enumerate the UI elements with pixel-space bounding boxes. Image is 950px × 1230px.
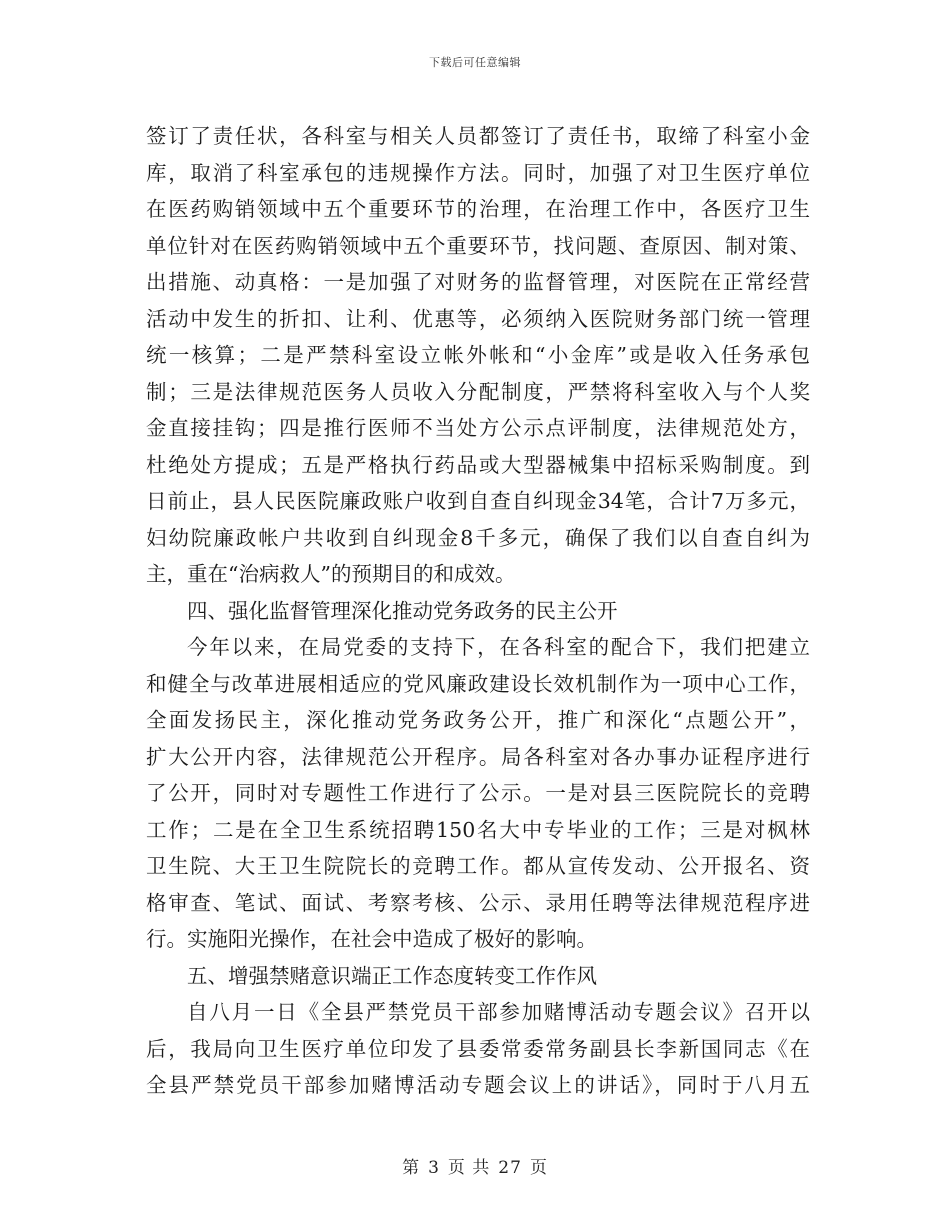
body-line: 全面发扬民主，深化推动党务政务公开，推广和深化“点题公开”， [146,708,810,732]
body-line: 活动中发生的折扣、让利、优惠等，必须纳入医院财务部门统一管理 [146,306,810,331]
body-line: 签订了责任状，各科室与相关人员都签订了责任书，取缔了科室小金 [146,124,810,148]
body-line: 今年以来，在局党委的支持下，在各科室的配合下，我们把建立 [187,635,810,659]
page-number: 3 [428,1158,440,1178]
footer-suffix: 页 [529,1158,548,1178]
body-line: 在医药购销领域中五个重要环节的治理，在治理工作中，各医疗卫生 [146,197,810,221]
body-line: 出措施、动真格：一是加强了对财务的监督管理，对医院在正常经营 [146,270,810,294]
body-line: 自八月一日《全县严禁党员干部参加赌博活动专题会议》召开以 [187,1000,810,1024]
body-line: 后，我局向卫生医疗单位印发了县委常委常务副县长李新国同志《在 [146,1036,810,1061]
body-line: 日前止，县人民医院廉政账户收到自查自纠现金34笔，合计7万多元， [146,489,810,513]
header-note: 下载后可任意编辑 [429,56,521,69]
section-heading: 四、强化监督管理深化推动党务政务的民主公开 [187,598,618,623]
body-text [146,118,810,1104]
body-line: 格审查、笔试、面试、考察考核、公示、录用任聘等法律规范程序进 [146,890,810,915]
section-heading: 五、增强禁赌意识端正工作态度转变工作作风 [187,963,597,988]
footer-prefix: 第 [402,1158,421,1178]
body-line: 制；三是法律规范医务人员收入分配制度，严禁将科室收入与个人奖 [146,379,810,404]
body-line: 金直接挂钩；四是推行医师不当处方公示点评制度，法律规范处方， [146,416,810,440]
footer-middle: 页 共 [447,1158,491,1178]
body-line: 了公开，同时对专题性工作进行了公示。一是对县三医院院长的竞聘 [146,781,810,805]
body-line: 和健全与改革进展相适应的党风廉政建设长效机制作为一项中心工作， [146,671,810,696]
body-line: 行。实施阳光操作，在社会中造成了极好的影响。 [146,927,597,951]
body-line: 卫生院、大王卫生院院长的竞聘工作。都从宣传发动、公开报名、资 [146,854,810,878]
body-line: 全县严禁党员干部参加赌博活动专题会议上的讲话》，同时于八月五 [146,1073,810,1097]
total-pages: 27 [498,1158,522,1178]
body-line: 妇幼院廉政帐户共收到自纠现金8千多元，确保了我们以自查自纠为 [146,525,810,550]
body-line: 扩大公开内容，法律规范公开程序。局各科室对各办事办证程序进行 [146,744,810,769]
body-line: 工作；二是在全卫生系统招聘150名大中专毕业的工作；三是对枫林 [146,817,810,842]
body-line: 单位针对在医药购销领域中五个重要环节，找问题、查原因、制对策、 [146,233,810,258]
body-line: 主，重在“治病救人”的预期目的和成效。 [146,562,516,586]
body-line: 库，取消了科室承包的违规操作方法。同时，加强了对卫生医疗单位 [146,160,810,185]
page-footer [0,1153,950,1178]
body-line: 杜绝处方提成；五是严格执行药品或大型器械集中招标采购制度。到 [146,452,810,477]
body-line: 统一核算；二是严禁科室设立帐外帐和“小金库”或是收入任务承包 [146,343,810,367]
